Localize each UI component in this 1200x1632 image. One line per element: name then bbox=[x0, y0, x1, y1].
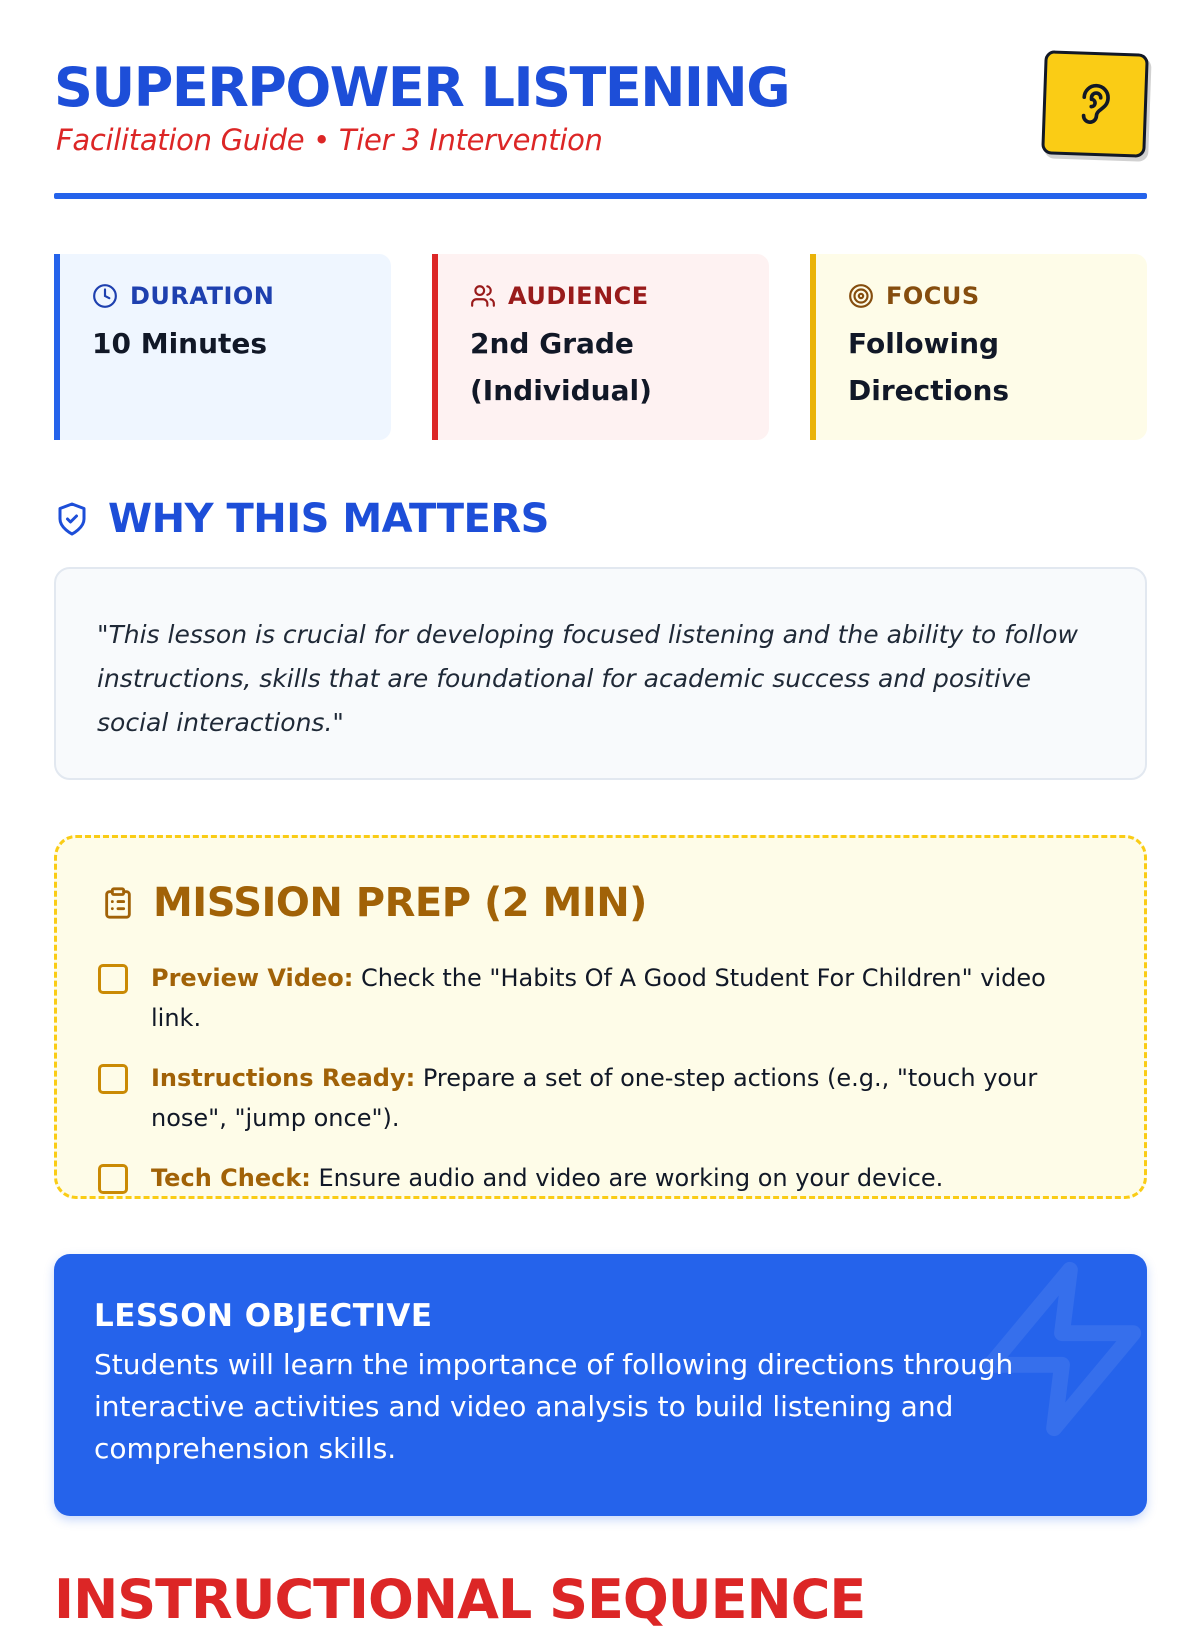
audience-card bbox=[432, 254, 769, 440]
header-divider bbox=[54, 193, 1147, 199]
mission-prep-panel bbox=[54, 835, 1147, 1199]
checkbox[interactable] bbox=[98, 1164, 128, 1194]
clock-icon bbox=[92, 283, 118, 309]
prep-item-instructions-ready bbox=[98, 1058, 1098, 1138]
prep-item-key: Instructions Ready: bbox=[151, 1064, 416, 1092]
why-this-matters-heading bbox=[54, 496, 549, 542]
audience-value: 2nd Grade (Individual) bbox=[470, 327, 652, 407]
shield-check-icon bbox=[54, 499, 90, 539]
audience-label-row bbox=[470, 282, 769, 310]
focus-value: Following Directions bbox=[848, 327, 1010, 407]
duration-value: 10 Minutes bbox=[92, 327, 268, 360]
info-cards bbox=[54, 254, 1147, 440]
lightning-bolt-icon bbox=[967, 1254, 1147, 1444]
duration-label-row bbox=[92, 282, 391, 310]
checkbox[interactable] bbox=[98, 964, 128, 994]
page-header bbox=[54, 56, 1147, 201]
focus-label-row bbox=[848, 282, 1147, 310]
prep-checklist bbox=[98, 958, 1098, 1218]
duration-label: DURATION bbox=[130, 282, 275, 310]
ear-badge bbox=[1041, 50, 1149, 158]
ear-icon bbox=[1072, 79, 1118, 129]
lesson-objective-text: Students will learn the importance of following directions through interactive activities and video analysis to build listening and comprehension skills. bbox=[94, 1348, 1014, 1465]
audience-label: AUDIENCE bbox=[508, 282, 649, 310]
why-this-matters-title: WHY THIS MATTERS bbox=[108, 496, 549, 542]
prep-item-text: Prepare a set of one-step actions (e.g., "touch your nose", "jump once"). bbox=[151, 1064, 1038, 1132]
prep-item-text: Check the "Habits Of A Good Student For Children" video link. bbox=[151, 964, 1046, 1032]
duration-card bbox=[54, 254, 391, 440]
page-title: SUPERPOWER LISTENING bbox=[54, 56, 790, 119]
prep-item-text: Ensure audio and video are working on your device. bbox=[310, 1164, 944, 1192]
page-subtitle: Facilitation Guide • Tier 3 Intervention bbox=[56, 123, 603, 157]
rationale-quote: "This lesson is crucial for developing focused listening and the ability to follow instructions, skills that are foundational for academic success and positive social interactions." bbox=[54, 567, 1147, 780]
mission-prep-title: MISSION PREP (2 MIN) bbox=[153, 880, 647, 926]
focus-label: FOCUS bbox=[886, 282, 980, 310]
mission-prep-heading bbox=[101, 880, 647, 926]
prep-item-preview-video bbox=[98, 958, 1098, 1038]
checkbox[interactable] bbox=[98, 1064, 128, 1094]
prep-item-key: Preview Video: bbox=[151, 964, 354, 992]
focus-card bbox=[810, 254, 1147, 440]
target-icon bbox=[848, 283, 874, 309]
lesson-objective-panel bbox=[54, 1254, 1147, 1516]
prep-item-key: Tech Check: bbox=[151, 1164, 311, 1192]
lesson-objective-title: LESSON OBJECTIVE bbox=[94, 1298, 433, 1334]
users-icon bbox=[470, 283, 496, 309]
instructional-sequence-heading: INSTRUCTIONAL SEQUENCE bbox=[54, 1568, 866, 1631]
prep-item-tech-check bbox=[98, 1158, 1098, 1198]
clipboard-list-icon bbox=[101, 883, 135, 923]
